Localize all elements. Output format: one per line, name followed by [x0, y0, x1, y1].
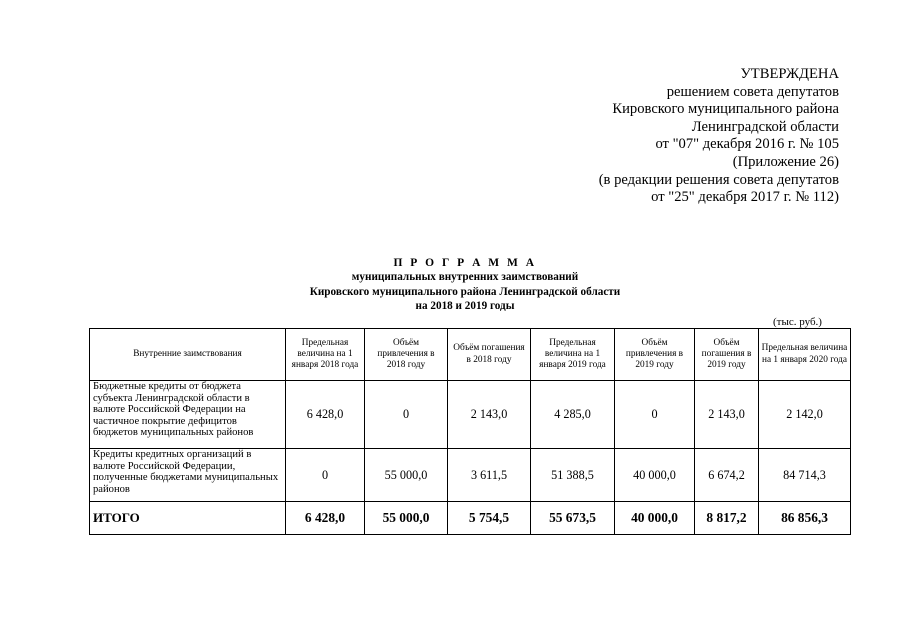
total-cell: 86 856,3 [759, 502, 851, 535]
table-cell: 55 000,0 [365, 449, 448, 502]
column-header: Объём погашения в 2018 году [448, 329, 531, 381]
column-header: Предельная величина на 1 января 2018 года [286, 329, 365, 381]
total-row [90, 502, 851, 535]
title-program: П Р О Г Р А М М А [393, 257, 537, 269]
column-header: Объём погашения в 2019 году [695, 329, 759, 381]
column-header: Объём привлечения в 2018 году [365, 329, 448, 381]
borrowings-table [89, 328, 851, 535]
table-cell: 84 714,3 [759, 449, 851, 502]
row-name: Кредиты кредитных организаций в валюте Российской Федерации, полученные бюджетами муниципальных районов [90, 449, 286, 502]
title-line: муниципальных внутренних заимствований [351, 271, 579, 284]
table-cell: 3 611,5 [448, 449, 531, 502]
column-header: Предельная величина на 1 января 2019 года [531, 329, 615, 381]
table-cell: 0 [615, 381, 695, 449]
approval-line: (в редакции решения совета депутатов [598, 171, 839, 188]
total-cell: 55 000,0 [365, 502, 448, 535]
approval-block [519, 66, 839, 207]
column-header: Предельная величина на 1 января 2020 года [759, 329, 851, 381]
document-title [200, 256, 730, 313]
total-cell: 55 673,5 [531, 502, 615, 535]
column-header: Внутренние заимствования [90, 329, 286, 381]
table-cell: 40 000,0 [615, 449, 695, 502]
approval-line: (Приложение 26) [732, 153, 839, 170]
table-cell: 2 143,0 [695, 381, 759, 449]
table-cell: 4 285,0 [531, 381, 615, 449]
table-cell: 6 674,2 [695, 449, 759, 502]
table-cell: 0 [365, 381, 448, 449]
title-line: Кировского муниципального района Ленинградской области [309, 285, 621, 298]
row-name: Бюджетные кредиты от бюджета субъекта Ленинградской области в валюте Российской Федерации на частичное покрытие дефицитов бюджетов муниципальных районов [90, 381, 286, 449]
table-row [90, 381, 851, 449]
total-cell: 5 754,5 [448, 502, 531, 535]
total-label: ИТОГО [90, 502, 286, 535]
approval-line: УТВЕРЖДЕНА [740, 66, 839, 82]
approval-line: решением совета депутатов [666, 83, 839, 100]
approval-line: от "07" декабря 2016 г. № 105 [655, 136, 839, 153]
approval-line: Кировского муниципального района [612, 101, 839, 118]
total-cell: 8 817,2 [695, 502, 759, 535]
unit-note: (тыс. руб.) [773, 316, 822, 328]
approval-line: Ленинградской области [691, 118, 839, 135]
table-cell: 2 142,0 [759, 381, 851, 449]
table-cell: 51 388,5 [531, 449, 615, 502]
table-cell: 2 143,0 [448, 381, 531, 449]
total-cell: 40 000,0 [615, 502, 695, 535]
table-header-row [90, 329, 851, 381]
approval-line: от "25" декабря 2017 г. № 112) [651, 189, 839, 206]
column-header: Объём привлечения в 2019 году [615, 329, 695, 381]
total-cell: 6 428,0 [286, 502, 365, 535]
table-cell: 0 [286, 449, 365, 502]
title-line: на 2018 и 2019 годы [415, 299, 515, 312]
table-cell: 6 428,0 [286, 381, 365, 449]
table-row [90, 449, 851, 502]
